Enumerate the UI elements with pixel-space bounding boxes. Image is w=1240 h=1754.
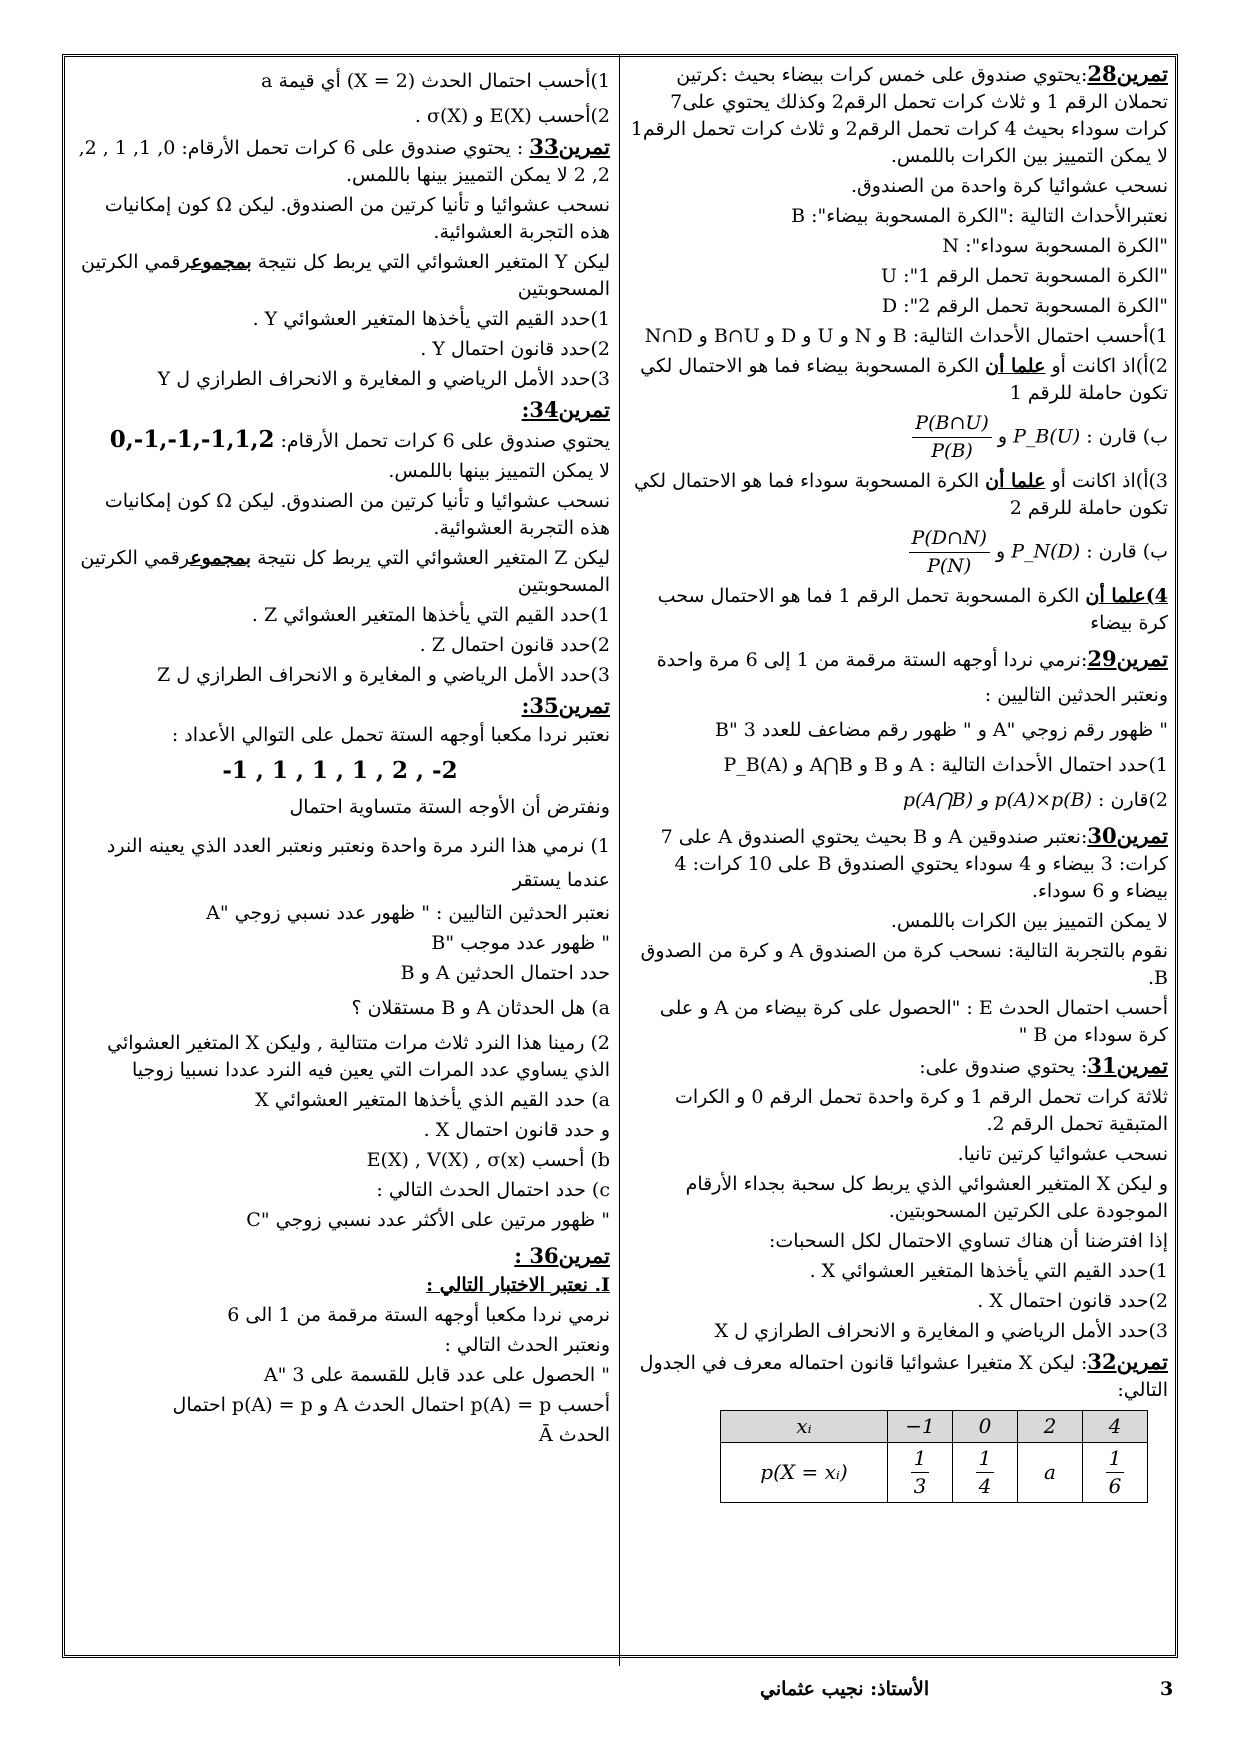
ex29-line: ونعتبر الحدثين التاليين : bbox=[984, 684, 1168, 706]
ex35-line: حدد احتمال الحدثين A و B bbox=[400, 962, 610, 984]
ex34-question: 1)حدد القيم التي يأخذها المتغير العشوائي Z . bbox=[251, 604, 610, 626]
exercise-32: تمرين32: ليكن X متغيرا عشوائيا قانون احتماله معرف في الجدول التالي: bbox=[639, 1349, 1168, 1401]
ex36-line: نرمي نردا مكعبا أوجهه الستة مرقمة من 1 الى 6 bbox=[227, 1304, 610, 1326]
ex35-line: ونفترض أن الأوجه الستة متساوية احتمال bbox=[289, 796, 610, 818]
ex31-line: نسحب عشوائيا كرتين تانيا. bbox=[957, 1143, 1168, 1165]
ex35-numbers: -1 , 1 , 1 , 1 , 2 , -2 bbox=[222, 757, 458, 784]
exercise-28-title: تمرين28 bbox=[1087, 61, 1168, 86]
table-cell: −1 bbox=[888, 1411, 953, 1443]
ex35-line: " ظهور عدد موجب "B bbox=[431, 932, 610, 954]
ex35-question: b) أحسب E(X) , V(X) , σ(x) bbox=[366, 1149, 610, 1171]
table-cell: a bbox=[1018, 1443, 1083, 1503]
ex33-question: 3)حدد الأمل الرياضي و المغايرة و الانحراف الطرازي ل Y bbox=[157, 368, 610, 390]
page-number: 3 bbox=[1160, 1678, 1174, 1700]
ex34-question: 2)حدد قانون احتمال Z . bbox=[419, 634, 610, 656]
ex34-question: 3)حدد الأمل الرياضي و المغايرة و الانحراف الطرازي ل Z bbox=[156, 664, 610, 686]
ex35-question: c) حدد احتمال الحدث التالي : bbox=[376, 1179, 610, 1201]
table-header-cell: p(X = xᵢ) bbox=[721, 1443, 888, 1503]
ex33-question: 2)حدد قانون احتمال Y . bbox=[420, 338, 610, 360]
exercise-32-title: تمرين32 bbox=[1087, 1349, 1168, 1374]
exercise-30: تمرين30:نعتبر صندوقين A و B بحيث يحتوي الصندوق A على 7 كرات: 3 بيضاء و 4 سوداء يحتوي الصندوق B على 10 كرات: 4 بيضاء و 6 سوداء. bbox=[660, 823, 1168, 902]
table-cell: $\frac{1}{3}$ bbox=[888, 1443, 953, 1503]
ex28-question: 2)أ)اذ اكانت أو علما أن الكرة المسحوبة بيضاء فما هو الاحتمال لكي تكون حاملة للرقم 1 bbox=[640, 355, 1168, 404]
table-cell: 4 bbox=[1083, 1411, 1148, 1443]
ex31-question: 1)حدد القيم التي يأخذها المتغير العشوائي X . bbox=[809, 1260, 1168, 1282]
table-cell: 0 bbox=[953, 1411, 1018, 1443]
exercise-34-title: تمرين34: bbox=[521, 397, 610, 422]
ex35-question: " ظهور مرتين على الأكثر عدد نسبي زوجي "C bbox=[246, 1209, 610, 1231]
ex28-line: نعتبرالأحداث التالية :"الكرة المسحوبة بيضاء": B bbox=[791, 205, 1168, 227]
exercise-33-title: تمرين33 bbox=[529, 134, 610, 159]
ex33-question: 1)حدد القيم التي يأخذها المتغير العشوائي Y . bbox=[252, 308, 610, 330]
exercise-31-title: تمرين31 bbox=[1087, 1053, 1168, 1078]
ex36-subtitle: I. نعتبر الاختبار التالي : bbox=[426, 1274, 610, 1296]
ex28-compare: ب) قارن : P_N(D) و $\frac{P(D\cap N)}{P(N)}$ bbox=[630, 525, 1168, 580]
ex35-question: a) هل الحدثان A و B مستقلان ؟ bbox=[351, 997, 610, 1019]
exercise-30-title: تمرين30 bbox=[1087, 823, 1168, 848]
ex28-line: نسحب عشوائيا كرة واحدة من الصندوق. bbox=[850, 175, 1168, 197]
ex35-question: 2) رمينا هذا النرد ثلاث مرات متتالية , وليكن X المتغير العشوائي الذي يساوي عدد المرات التي يعين فيه النرد عددا نسبيا زوجيا bbox=[107, 1032, 610, 1081]
table-cell: $\frac{1}{6}$ bbox=[1083, 1443, 1148, 1503]
ex36-line: الحدث Ā bbox=[539, 1424, 610, 1446]
ex30-line: نقوم بالتجربة التالية: نسحب كرة من الصندوق A و كرة من الصدوق B. bbox=[640, 940, 1168, 989]
fraction: $\frac{P(B\cap U)}{P(B)}$ bbox=[912, 410, 992, 465]
ex32-question: 2)أحسب E(X) و σ(X) . bbox=[414, 105, 610, 127]
ex28-question: 3)أ)اذ اكانت أو علما أن الكرة المسحوبة سوداء فما هو الاحتمال لكي تكون حاملة للرقم 2 bbox=[633, 470, 1168, 519]
ex36-line: " الحصول على عدد قابل للقسمة على 3 "A bbox=[263, 1364, 610, 1386]
exercise-36-title: تمرين36 : bbox=[514, 1243, 610, 1268]
table-cell: $\frac{1}{4}$ bbox=[953, 1443, 1018, 1503]
fraction: $\frac{P(D\cap N)}{P(N)}$ bbox=[909, 525, 990, 580]
ex29-question: 2)قارن : p(A⋂B) و p(A)×p(B) bbox=[902, 789, 1168, 811]
table-row bbox=[721, 1411, 1148, 1443]
ex29-line: " ظهور رقم زوجي "A و " ظهور رقم مضاعف للعدد 3 "B bbox=[714, 719, 1168, 741]
ex31-line: و ليكن X المتغير العشوائي الذي يربط كل سحبة بجداء الأرقام الموجودة على الكرتين المسحوبتين. bbox=[685, 1173, 1168, 1222]
ex31-question: 2)حدد قانون احتمال X . bbox=[977, 1290, 1168, 1312]
ex33-line: نسحب عشوائيا و تأنيا كرتين من الصندوق. ليكن Ω كون إمكانيات هذه التجربة العشوائية. bbox=[104, 194, 610, 243]
ex36-line: ونعتبر الحدث التالي : bbox=[444, 1334, 610, 1356]
ex30-line: أحسب احتمال الحدث E : "الحصول على كرة بيضاء من A و على كرة سوداء من B " bbox=[659, 997, 1168, 1046]
left-column bbox=[70, 60, 610, 1452]
table-header-cell: xᵢ bbox=[721, 1411, 888, 1443]
probability-table bbox=[720, 1410, 1148, 1503]
ex34-line: ليكن Z المتغير العشوائي التي يربط كل نتيجة بمجموعرقمي الكرتين المسحوبتين bbox=[80, 547, 610, 596]
ex35-question: 1) نرمي هذا النرد مرة واحدة ونعتبر ونعتبر العدد الذي يعينه النرد عندما يستقر bbox=[106, 835, 610, 891]
ex28-question: 1)أحسب احتمال الأحداث التالية: B و N و U و D و B∩U و N∩D bbox=[644, 325, 1168, 347]
ex35-question: a) حدد القيم الذي يأخذها المتغير العشوائي X bbox=[255, 1089, 610, 1111]
ex29-question: 1)حدد احتمال الأحداث التالية : A و B و A⋂B و P_B(A) bbox=[723, 754, 1168, 776]
ex31-line: ثلاثة كرات تحمل الرقم 1 و كرة واحدة تحمل الرقم 0 و الكرات المتبقية تحمل الرقم 2. bbox=[674, 1086, 1168, 1135]
ex28-compare: ب) قارن : P_B(U) و $\frac{P(B\cap U)}{P(B)}$ bbox=[630, 410, 1168, 465]
table-cell: 2 bbox=[1018, 1411, 1083, 1443]
ex28-line: "الكرة المسحوبة سوداء": N bbox=[942, 235, 1168, 257]
table-row bbox=[721, 1443, 1148, 1503]
exercise-29: تمرين29:نرمي نردا أوجهه الستة مرقمة من 1 إلى 6 مرة واحدة bbox=[656, 646, 1168, 671]
right-column bbox=[630, 60, 1168, 1503]
ex33-line: ليكن Y المتغير العشوائي التي يربط كل نتيجة بمجموعرقمي الكرتين المسحوبتين bbox=[81, 251, 610, 300]
column-divider bbox=[619, 54, 620, 1666]
ex36-line: أحسب p(A) = p احتمال الحدث A و p(A) = p احتمال bbox=[172, 1394, 610, 1416]
ex35-question: و حدد قانون احتمال X . bbox=[423, 1119, 610, 1141]
teacher-name: الأستاذ: نجيب عثماني bbox=[760, 1678, 930, 1700]
ex32-question: 1)أحسب احتمال الحدث (X = 2) أي قيمة a bbox=[261, 70, 610, 92]
ex35-line: نعتبر الحدثين التاليين : " ظهور عدد نسبي زوجي "A bbox=[206, 902, 610, 924]
exercise-29-title: تمرين29 bbox=[1087, 646, 1168, 671]
exercise-33: تمرين33 : يحتوي صندوق على 6 كرات تحمل الأرقام: 0, 1, 1 , 2, 2, 2 لا يمكن التمييز بينها باللمس. bbox=[78, 134, 610, 186]
ex31-line: إذا افترضنا أن هناك تساوي الاحتمال لكل السحبات: bbox=[769, 1230, 1168, 1252]
ex34-line: لا يمكن التمييز بينها باللمس. bbox=[388, 460, 610, 482]
exercise-35-title: تمرين35: bbox=[521, 693, 610, 718]
ex28-line: "الكرة المسحوبة تحمل الرقم 1": U bbox=[881, 265, 1168, 287]
ex28-line: "الكرة المسحوبة تحمل الرقم 2": D bbox=[881, 295, 1168, 317]
exercise-31: تمرين31: يحتوي صندوق على: bbox=[919, 1053, 1168, 1078]
exercise-34: يحتوي صندوق على 6 كرات تحمل الأرقام: 0,-1,-1,-1,1,2 bbox=[109, 426, 610, 453]
page-footer bbox=[0, 1678, 1240, 1708]
ex28-question: 4)علما أن الكرة المسحوبة تحمل الرقم 1 فما هو الاحتمال سحب كرة بيضاء bbox=[657, 585, 1168, 634]
ex31-question: 3)حدد الأمل الرياضي و المغايرة و الانحراف الطرازي ل X bbox=[714, 1320, 1168, 1342]
ex34-line: نسحب عشوائيا و تأنيا كرتين من الصندوق. ليكن Ω كون إمكانيات هذه التجربة العشوائية. bbox=[104, 490, 610, 539]
exercise-28: تمرين28:يحتوي صندوق على خمس كرات بيضاء بحيث :كرتين تحملان الرقم 1 و ثلاث كرات تحمل الرقم2 وكذلك يحتوي على7 كرات سوداء بحيث 4 كرات تحمل الرقم2 و ثلاث كرات تحمل الرقم1 لا يمكن التمييز بين الكرات باللمس. bbox=[630, 61, 1168, 167]
ex35-line: نعتبر نردا مكعبا أوجهه الستة تحمل على التوالي الأعداد : bbox=[171, 724, 610, 746]
ex30-line: لا يمكن التمييز بين الكرات باللمس. bbox=[890, 910, 1168, 932]
